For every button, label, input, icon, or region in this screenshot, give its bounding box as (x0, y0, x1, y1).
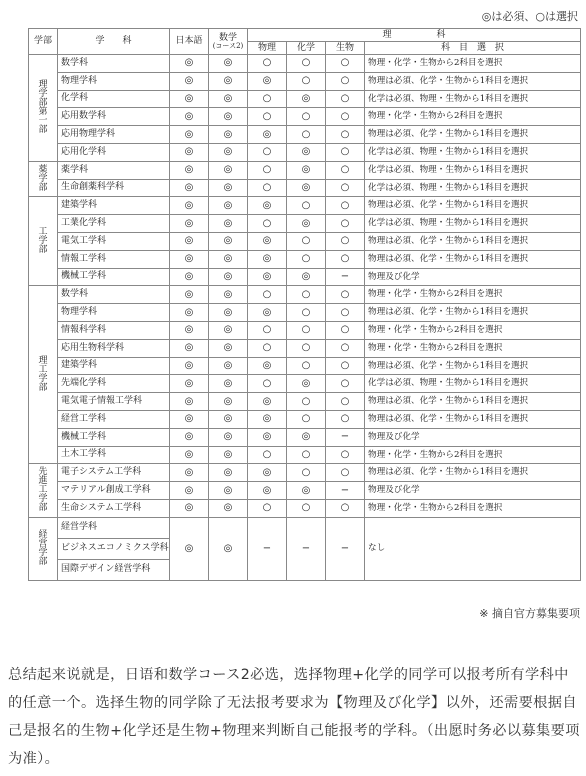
chemistry-mark: ○ (287, 339, 326, 357)
physics-mark: ◎ (248, 197, 287, 215)
table-row (29, 286, 581, 304)
summary-paragraph: 总结起来说就是，日语和数学コース2必选，选择物理+化学的同学可以报考所有学科中的任意一个。选择生物的同学除了无法报考要求为【物理及び化学】以外，还需要根据自己是报名的生物+化学还是生物+物理来判断自己能报考的学科。（出愿时务必以募集要项为准）。 (8, 667, 580, 767)
subject-cell: 薬学科 (58, 161, 170, 179)
subject-cell: 情報工学科 (58, 250, 170, 268)
japanese-mark: ◎ (170, 482, 209, 500)
selection-note: 物理は必須、化学・生物から1科目を選択 (365, 126, 581, 144)
selection-note: 物理・化学・生物から2科目を選択 (365, 499, 581, 517)
biology-mark: ○ (326, 250, 365, 268)
biology-mark: ○ (326, 286, 365, 304)
table-row (29, 161, 581, 179)
table-row (29, 428, 581, 446)
math-mark: ◎ (209, 126, 248, 144)
chemistry-mark: ○ (287, 304, 326, 322)
math-mark: ◎ (209, 179, 248, 197)
table-row (29, 482, 581, 500)
subject-cell: 電気工学科 (58, 232, 170, 250)
japanese-mark: ◎ (170, 321, 209, 339)
subject-cell: 応用化学科 (58, 143, 170, 161)
subject-header: 学 科 (58, 29, 170, 55)
math-mark: ◎ (209, 517, 248, 580)
japanese-mark: ◎ (170, 375, 209, 393)
physics-mark: ◎ (248, 482, 287, 500)
selection-note: 物理及び化学 (365, 482, 581, 500)
chemistry-mark: ○ (287, 197, 326, 215)
biology-mark: ○ (326, 410, 365, 428)
selection-note: 物理・化学・生物から2科目を選択 (365, 108, 581, 126)
selection-note: 物理・化学・生物から2科目を選択 (365, 339, 581, 357)
japanese-mark: ◎ (170, 232, 209, 250)
selection-note: なし (365, 517, 581, 580)
biology-mark: ○ (326, 143, 365, 161)
biology-mark: ○ (326, 55, 365, 73)
japanese-mark: ◎ (170, 126, 209, 144)
dept-cell (29, 55, 58, 162)
table-row (29, 126, 581, 144)
subject-cell: 先端化学科 (58, 375, 170, 393)
biology-mark: ○ (326, 357, 365, 375)
math-mark: ◎ (209, 428, 248, 446)
physics-mark: ○ (248, 286, 287, 304)
japanese-mark: ◎ (170, 108, 209, 126)
table-row (29, 179, 581, 197)
japanese-mark: ◎ (170, 428, 209, 446)
physics-mark: ◎ (248, 357, 287, 375)
biology-mark: ○ (326, 464, 365, 482)
dept-cell (29, 161, 58, 197)
subject-cell: 機械工学科 (58, 428, 170, 446)
japanese-mark: ◎ (170, 197, 209, 215)
math-mark: ◎ (209, 339, 248, 357)
selection-note: 物理は必須、化学・生物から1科目を選択 (365, 250, 581, 268)
chemistry-mark: ◎ (287, 143, 326, 161)
dept-name: 理学部第一部 (38, 79, 48, 135)
physics-mark: ○ (248, 375, 287, 393)
selection-note: 化学は必須、物理・生物から1科目を選択 (365, 143, 581, 161)
chemistry-mark: ○ (287, 393, 326, 411)
japanese-mark: ◎ (170, 410, 209, 428)
chemistry-mark: ○ (287, 55, 326, 73)
subject-cell: 建築学科 (58, 197, 170, 215)
subject-cell: 経営工学科 (58, 410, 170, 428)
table-row (29, 72, 581, 90)
chemistry-mark: ○ (287, 108, 326, 126)
chemistry-mark: ○ (287, 410, 326, 428)
math-mark: ◎ (209, 72, 248, 90)
japanese-mark: ◎ (170, 179, 209, 197)
physics-mark: ○ (248, 90, 287, 108)
physics-mark: ○ (248, 499, 287, 517)
table-row (29, 446, 581, 464)
table-body (29, 55, 581, 581)
dept-name: 理工学部 (38, 355, 48, 393)
physics-mark: ◎ (248, 72, 287, 90)
table-row (29, 393, 581, 411)
biology-mark: ○ (326, 304, 365, 322)
subject-cell: 電子システム工学科 (58, 464, 170, 482)
selection-note: 物理・化学・生物から2科目を選択 (365, 286, 581, 304)
math-mark: ◎ (209, 321, 248, 339)
biology-mark: ○ (326, 179, 365, 197)
table-row (29, 232, 581, 250)
chemistry-mark: ◎ (287, 179, 326, 197)
table-row (29, 464, 581, 482)
physics-mark: ◎ (248, 268, 287, 286)
math-mark: ◎ (209, 446, 248, 464)
table-row (29, 339, 581, 357)
math-mark: ◎ (209, 410, 248, 428)
biology-mark: ○ (326, 90, 365, 108)
table-row (29, 517, 581, 538)
selection-note: 物理・化学・生物から2科目を選択 (365, 446, 581, 464)
table-row (29, 268, 581, 286)
math-mark: ◎ (209, 55, 248, 73)
table-row (29, 375, 581, 393)
japanese-mark: ◎ (170, 393, 209, 411)
table-row (29, 55, 581, 73)
selection-note: 物理・化学・生物から2科目を選択 (365, 55, 581, 73)
math-mark: ◎ (209, 232, 248, 250)
chemistry-mark: ○ (287, 286, 326, 304)
japanese-mark: ◎ (170, 90, 209, 108)
chemistry-mark: ○ (287, 126, 326, 144)
japanese-mark: ◎ (170, 446, 209, 464)
biology-mark: − (326, 428, 365, 446)
subject-cell: 生命創薬科学科 (58, 179, 170, 197)
biology-mark: − (326, 482, 365, 500)
requirements-table (28, 28, 581, 581)
subject-cell: 数学科 (58, 286, 170, 304)
math-mark: ◎ (209, 197, 248, 215)
japanese-mark: ◎ (170, 517, 209, 580)
selection-note: 化学は必須、物理・生物から1科目を選択 (365, 375, 581, 393)
table-row (29, 250, 581, 268)
dept-cell (29, 517, 58, 580)
selection-note: 物理及び化学 (365, 268, 581, 286)
subject-cell: 土木工学科 (58, 446, 170, 464)
math-mark: ◎ (209, 482, 248, 500)
subject-cell: ビジネスエコノミクス学科 (58, 538, 170, 559)
physics-mark: ○ (248, 179, 287, 197)
selection-note: 化学は必須、物理・生物から1科目を選択 (365, 179, 581, 197)
biology-mark: ○ (326, 108, 365, 126)
biology-mark: ○ (326, 375, 365, 393)
physics-mark: ○ (248, 108, 287, 126)
selection-note: 物理は必須、化学・生物から1科目を選択 (365, 197, 581, 215)
chemistry-mark: − (287, 517, 326, 580)
selection-note: 化学は必須、物理・生物から1科目を選択 (365, 161, 581, 179)
physics-mark: ○ (248, 339, 287, 357)
physics-mark: ◎ (248, 126, 287, 144)
math-mark: ◎ (209, 357, 248, 375)
chemistry-mark: ◎ (287, 428, 326, 446)
selection-note: 物理は必須、化学・生物から1科目を選択 (365, 357, 581, 375)
math-header (209, 29, 248, 55)
physics-header: 物理 (248, 42, 287, 55)
subject-cell: 応用生物科学科 (58, 339, 170, 357)
subject-cell: 経営学科 (58, 517, 170, 538)
math-mark: ◎ (209, 108, 248, 126)
biology-mark: − (326, 517, 365, 580)
biology-mark: ○ (326, 126, 365, 144)
japanese-mark: ◎ (170, 464, 209, 482)
physics-mark: ○ (248, 143, 287, 161)
biology-mark: ○ (326, 72, 365, 90)
physics-mark: ○ (248, 446, 287, 464)
selection-note: 物理・化学・生物から2科目を選択 (365, 321, 581, 339)
japanese-mark: ◎ (170, 268, 209, 286)
subject-cell: 建築学科 (58, 357, 170, 375)
physics-mark: ◎ (248, 428, 287, 446)
dept-cell (29, 197, 58, 286)
table-row (29, 321, 581, 339)
physics-mark: ○ (248, 321, 287, 339)
subject-cell: 工業化学科 (58, 215, 170, 233)
selection-note: 物理は必須、化学・生物から1科目を選択 (365, 304, 581, 322)
subject-cell: マテリアル創成工学科 (58, 482, 170, 500)
math-mark: ◎ (209, 286, 248, 304)
table-row (29, 143, 581, 161)
japanese-header: 日本語 (170, 29, 209, 55)
chemistry-mark: ◎ (287, 268, 326, 286)
math-mark: ◎ (209, 250, 248, 268)
chemistry-mark: ◎ (287, 215, 326, 233)
dept-cell (29, 286, 58, 464)
japanese-mark: ◎ (170, 357, 209, 375)
math-header-label: 数学 (218, 32, 237, 43)
biology-mark: − (326, 268, 365, 286)
subject-cell: 機械工学科 (58, 268, 170, 286)
chemistry-mark: ○ (287, 232, 326, 250)
math-mark: ◎ (209, 143, 248, 161)
japanese-mark: ◎ (170, 55, 209, 73)
math-mark: ◎ (209, 161, 248, 179)
dept-header: 学部 (29, 29, 58, 55)
selection-note: 物理は必須、化学・生物から1科目を選択 (365, 410, 581, 428)
chemistry-mark: ○ (287, 499, 326, 517)
chemistry-mark: ○ (287, 250, 326, 268)
japanese-mark: ◎ (170, 161, 209, 179)
biology-mark: ○ (326, 321, 365, 339)
chemistry-mark: ◎ (287, 482, 326, 500)
math-mark: ◎ (209, 464, 248, 482)
physics-mark: ◎ (248, 250, 287, 268)
biology-mark: ○ (326, 339, 365, 357)
table-row (29, 304, 581, 322)
chemistry-mark: ○ (287, 446, 326, 464)
japanese-mark: ◎ (170, 286, 209, 304)
selection-note: 化学は必須、物理・生物から1科目を選択 (365, 215, 581, 233)
math-mark: ◎ (209, 90, 248, 108)
selection-header: 科 目 選 択 (365, 42, 581, 55)
biology-mark: ○ (326, 161, 365, 179)
math-mark: ◎ (209, 304, 248, 322)
biology-mark: ○ (326, 499, 365, 517)
dept-name: 先進工学部 (38, 467, 48, 514)
table-row (29, 108, 581, 126)
physics-mark: ◎ (248, 393, 287, 411)
selection-note: 物理及び化学 (365, 428, 581, 446)
dept-name: 工学部 (38, 226, 48, 255)
chemistry-mark: ◎ (287, 161, 326, 179)
subject-cell: 生命システム工学科 (58, 499, 170, 517)
subject-cell: 応用数学科 (58, 108, 170, 126)
math-mark: ◎ (209, 393, 248, 411)
math-mark: ◎ (209, 215, 248, 233)
subject-cell: 国際デザイン経営学科 (58, 559, 170, 580)
subject-cell: 化学科 (58, 90, 170, 108)
physics-mark: ○ (248, 161, 287, 179)
japanese-mark: ◎ (170, 304, 209, 322)
subject-cell: 電気電子情報工学科 (58, 393, 170, 411)
dept-cell (29, 464, 58, 517)
subject-cell: 情報科学科 (58, 321, 170, 339)
japanese-mark: ◎ (170, 143, 209, 161)
chemistry-mark: ○ (287, 464, 326, 482)
dept-name: 薬学部 (38, 164, 48, 193)
chemistry-mark: ◎ (287, 375, 326, 393)
biology-mark: ○ (326, 197, 365, 215)
japanese-mark: ◎ (170, 215, 209, 233)
physics-mark: ◎ (248, 304, 287, 322)
physics-mark: ○ (248, 55, 287, 73)
biology-mark: ○ (326, 215, 365, 233)
selection-note: 物理は必須、化学・生物から1科目を選択 (365, 464, 581, 482)
selection-note: 物理は必須、化学・生物から1科目を選択 (365, 393, 581, 411)
chemistry-mark: ○ (287, 72, 326, 90)
math-course-label: (コース2) (212, 41, 244, 50)
source-note: ※ 摘自官方募集要项 (479, 607, 580, 620)
biology-mark: ○ (326, 393, 365, 411)
table-row (29, 410, 581, 428)
japanese-mark: ◎ (170, 72, 209, 90)
chemistry-mark: ◎ (287, 90, 326, 108)
table-row (29, 197, 581, 215)
selection-note: 物理は必須、化学・生物から1科目を選択 (365, 232, 581, 250)
subject-cell: 物理学科 (58, 304, 170, 322)
math-mark: ◎ (209, 268, 248, 286)
chemistry-mark: ○ (287, 321, 326, 339)
table-row (29, 90, 581, 108)
japanese-mark: ◎ (170, 339, 209, 357)
japanese-mark: ◎ (170, 250, 209, 268)
subject-cell: 数学科 (58, 55, 170, 73)
math-mark: ◎ (209, 375, 248, 393)
science-header: 理 科 (248, 29, 581, 42)
physics-mark: ◎ (248, 410, 287, 428)
selection-note: 物理は必須、化学・生物から1科目を選択 (365, 72, 581, 90)
table-row (29, 499, 581, 517)
legend: ◎は必須、○は選択 (481, 10, 578, 23)
subject-cell: 応用物理学科 (58, 126, 170, 144)
physics-mark: ◎ (248, 232, 287, 250)
physics-mark: ○ (248, 215, 287, 233)
japanese-mark: ◎ (170, 499, 209, 517)
dept-name: 経営学部 (38, 529, 48, 567)
physics-mark: ◎ (248, 464, 287, 482)
chemistry-header: 化学 (287, 42, 326, 55)
selection-note: 化学は必須、物理・生物から1科目を選択 (365, 90, 581, 108)
biology-mark: ○ (326, 232, 365, 250)
math-mark: ◎ (209, 499, 248, 517)
subject-cell: 物理学科 (58, 72, 170, 90)
table-row (29, 357, 581, 375)
biology-mark: ○ (326, 446, 365, 464)
biology-header: 生物 (326, 42, 365, 55)
table-row (29, 215, 581, 233)
physics-mark: − (248, 517, 287, 580)
chemistry-mark: ○ (287, 357, 326, 375)
